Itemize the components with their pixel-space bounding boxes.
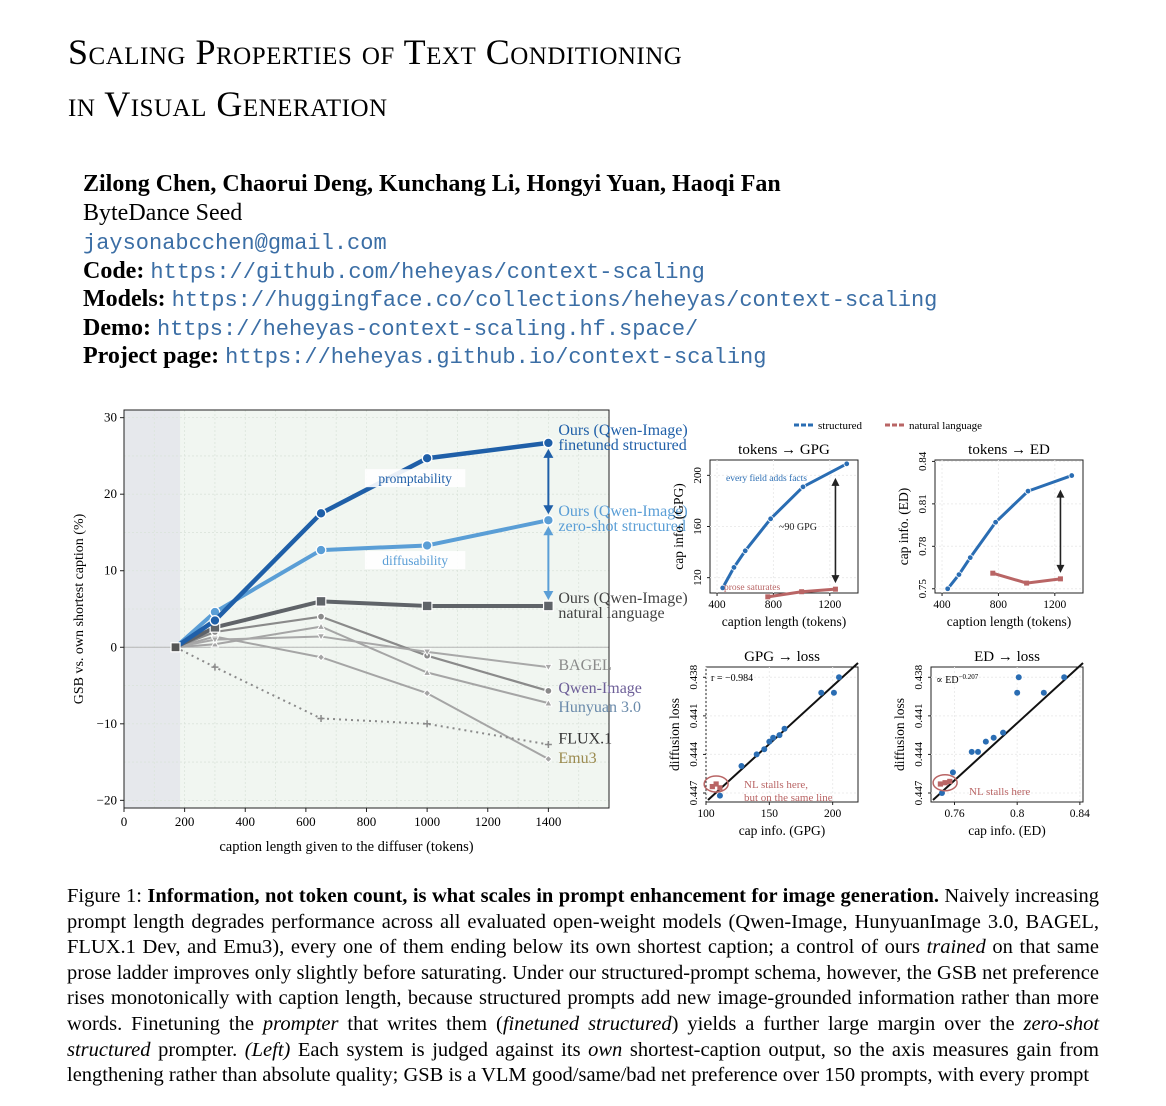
natural-point [799, 589, 804, 594]
y-axis-label: cap info. (GPG) [671, 483, 686, 570]
figure-caption: Figure 1: Information, not token count, is what scales in prompt enhancement for image generation. Naively increasing prompt length degrades performance across all evaluated open-weight models (Qwen-Image, HunyuanImage 3.0, BAGEL, FLUX.1 Dev, and Emu3), every one of them ending below its own shortest caption; a control of ours trained on that same prose ladder improves only slightly before saturating. Under our structured-prompt schema, however, the GSB net preference rises monotonically with caption length, because structured prompts add new image-grounded information rather than more words. Finetuning the prompter that writes them (finetuned structured) yields a further large margin over the zero-shot structured prompter. (Left) Each system is judged against its own shortest-caption output, so the axis measures gain from lengthening rather than absolute quality; GSB is a VLM good/same/bad net preference over 150 prompts, with every prompt [67, 885, 1100, 1087]
annotation-nl-stalls: NL stalls here, [744, 779, 809, 791]
x-tick-label: 800 [989, 599, 1008, 611]
models-label: Models: [83, 286, 166, 312]
data-point [318, 613, 325, 620]
annotation-same-line: but on the same line [744, 792, 833, 804]
y-tick-label: 0.84 [917, 451, 929, 472]
annotation-nl-stalls: NL stalls here [969, 786, 1031, 798]
series-label-3: BAGEL [558, 657, 612, 675]
data-point [422, 453, 432, 463]
y-axis-label: cap info. (ED) [896, 487, 911, 566]
panel-title: tokens → GPG [738, 442, 830, 458]
nl-point [717, 785, 722, 790]
annotation-diffusability [365, 551, 465, 569]
natural-point [990, 571, 995, 576]
series-label-line2: finetuned structured [558, 436, 687, 454]
natural-point [765, 594, 770, 599]
series-label-line1: Ours (Qwen-Image) [558, 503, 688, 521]
author-list: Zilong Chen, Chaorui Deng, Kunchang Li, Hongyi Yuan, Haoqi Fan [83, 171, 781, 197]
scatter-point [1016, 674, 1022, 680]
annotation-gpg-gap: ~90 GPG [779, 522, 817, 533]
project-link[interactable]: https://heheyas.github.io/context-scaling [225, 345, 767, 370]
structured-point [1025, 488, 1031, 494]
panel-0 [671, 442, 858, 629]
scatter-point [1000, 730, 1006, 736]
y-tick-label: 120 [692, 569, 704, 586]
x-tick-label: 0 [120, 814, 128, 829]
x-tick-label: 1200 [818, 599, 842, 611]
x-tick-label: 200 [174, 814, 195, 829]
x-tick-label: 400 [235, 814, 255, 829]
natural-point [1058, 576, 1063, 581]
series-label-line2: zero-shot structured [558, 518, 686, 536]
panel-title: GPG → loss [744, 649, 820, 665]
scatter-point [983, 739, 989, 745]
structured-point [800, 484, 806, 490]
data-point [544, 601, 554, 611]
legend-label-structured: structured [818, 420, 862, 432]
y-tick-label: 0.81 [917, 494, 929, 514]
x-tick-label: 400 [933, 599, 951, 611]
data-point [422, 601, 432, 611]
info-panels [640, 412, 1110, 852]
x-tick-label: 800 [356, 814, 377, 829]
data-point [544, 515, 554, 525]
x-tick-label: 400 [708, 599, 726, 611]
y-tick-label: 0.447 [913, 780, 925, 806]
scatter-point [969, 749, 975, 755]
series-label-5: Hunyuan 3.0 [558, 699, 642, 717]
structured-point [993, 519, 999, 525]
annotation-text: diffusability [382, 553, 448, 569]
x-tick-label: 0.76 [944, 808, 965, 820]
annotation-every-field: every field adds facts [726, 474, 807, 484]
scatter-point [782, 726, 788, 732]
models-row [83, 285, 937, 315]
y-tick-label: 0.438 [913, 664, 925, 690]
data-point [316, 509, 326, 519]
x-tick-label: 0.84 [1069, 808, 1090, 820]
structured-point [956, 572, 962, 578]
panel-title: tokens → ED [968, 442, 1050, 458]
title-line-2: in Visual Generation [68, 84, 388, 124]
x-tick-label: 1200 [474, 814, 501, 829]
correlation-label: r = −0.984 [711, 673, 754, 684]
series-label-6: FLUX.1 [558, 730, 613, 748]
x-tick-label: 1400 [535, 814, 562, 829]
scatter-point [754, 751, 760, 757]
x-tick-label: 800 [764, 599, 783, 611]
x-tick-label: 600 [296, 814, 316, 829]
x-axis-label: caption length (tokens) [946, 614, 1072, 629]
y-tick-label: 0.444 [913, 742, 925, 767]
power-law-base: ∝ ED [936, 675, 959, 686]
scatter-point [836, 674, 842, 680]
scatter-point [761, 746, 767, 752]
origin-point [171, 643, 180, 652]
scatter-point [1014, 690, 1020, 696]
code-link[interactable]: https://github.com/heheyas/context-scaling [150, 260, 705, 285]
y-axis-label: diffusion loss [892, 698, 907, 771]
scatter-point [770, 735, 776, 741]
structured-point [1069, 473, 1075, 479]
x-tick-label: 1200 [1043, 599, 1067, 611]
y-tick-label: 20 [104, 486, 117, 502]
demo-row [83, 314, 698, 344]
structured-point [768, 516, 774, 522]
y-tick-label: 0.78 [917, 536, 929, 556]
structured-point [731, 565, 737, 571]
x-axis-label: caption length given to the diffuser (tokens) [219, 839, 474, 855]
panel-title: ED → loss [974, 649, 1040, 665]
y-tick-label: 0.441 [913, 703, 925, 729]
y-tick-label: 10 [104, 562, 117, 578]
x-tick-label: 100 [697, 808, 715, 820]
x-tick-label: 150 [760, 808, 778, 820]
y-tick-label: 0.441 [688, 703, 700, 729]
data-point [422, 541, 432, 551]
x-axis-label: cap info. (ED) [968, 823, 1046, 838]
data-point [210, 616, 220, 626]
panel-3 [892, 649, 1090, 838]
y-axis-label: GSB vs. own shortest caption (%) [72, 513, 87, 705]
y-tick-label: 0.444 [688, 742, 700, 767]
x-axis-label: caption length (tokens) [721, 614, 847, 629]
demo-label: Demo: [83, 315, 151, 341]
scatter-point [991, 735, 997, 741]
project-label: Project page: [83, 343, 220, 369]
nl-point [938, 781, 943, 786]
paper-title [68, 26, 682, 130]
scatter-point [717, 793, 723, 799]
x-tick-label: 1000 [414, 814, 441, 829]
y-tick-label: 30 [104, 409, 117, 425]
title-line-1: Scaling Properties of Text Conditioning [68, 32, 683, 72]
x-tick-label: 0.8 [1009, 808, 1025, 820]
series-label-7: Emu3 [558, 750, 597, 768]
structured-point [742, 548, 748, 554]
panel-1 [896, 442, 1083, 629]
data-point [316, 597, 326, 607]
series-label-line1: Ours (Qwen-Image) [558, 589, 688, 607]
power-law-exponent: −0.207 [958, 673, 979, 681]
y-tick-label: −20 [96, 792, 117, 808]
y-axis-label: diffusion loss [667, 698, 682, 771]
data-point [545, 687, 552, 694]
structured-point [945, 586, 951, 592]
scatter-point [818, 690, 824, 696]
models-link[interactable]: https://huggingface.co/collections/heheyas/context-scaling [171, 288, 938, 313]
y-tick-label: 160 [692, 518, 704, 535]
affiliation: ByteDance Seed [83, 200, 243, 226]
scatter-point [738, 763, 744, 769]
annotation-text: promptability [378, 471, 452, 487]
series-label-line1: Ours (Qwen-Image) [558, 421, 688, 439]
demo-link[interactable]: https://heheyas-context-scaling.hf.space/ [156, 317, 699, 342]
x-tick-label: 200 [824, 808, 842, 820]
y-tick-label: −10 [96, 715, 117, 731]
series-label-line2: natural language [558, 604, 665, 622]
code-label: Code: [83, 258, 145, 284]
x-axis-label: cap info. (GPG) [738, 823, 826, 838]
natural-point [833, 587, 838, 592]
series-label-4: Qwen-Image [558, 679, 642, 697]
scatter-point [776, 732, 782, 738]
data-point [316, 545, 326, 555]
data-point [544, 438, 554, 448]
natural-point [1024, 581, 1029, 586]
y-tick-label: 200 [692, 467, 704, 484]
annotation-prose: prose saturates [724, 583, 781, 593]
y-tick-label: 0.438 [688, 664, 700, 690]
y-tick-label: 0.75 [917, 579, 929, 599]
code-row [83, 257, 705, 287]
scatter-point [975, 749, 981, 755]
scatter-point [1041, 690, 1047, 696]
annotation-promptability [365, 469, 465, 487]
legend-label-natural: natural language [909, 420, 982, 432]
nl-point [943, 780, 948, 785]
email-link[interactable]: jaysonabcchen@gmail.com [83, 231, 387, 256]
y-tick-label: 0.447 [688, 780, 700, 806]
y-tick-label: 0 [110, 639, 117, 655]
project-row [83, 342, 766, 372]
legend [794, 420, 982, 432]
panel-2 [667, 649, 858, 838]
scatter-point [831, 690, 837, 696]
structured-point [844, 461, 850, 467]
structured-point [967, 555, 973, 561]
scatter-point [950, 769, 956, 775]
scatter-point [1061, 674, 1067, 680]
nl-point [947, 779, 952, 784]
